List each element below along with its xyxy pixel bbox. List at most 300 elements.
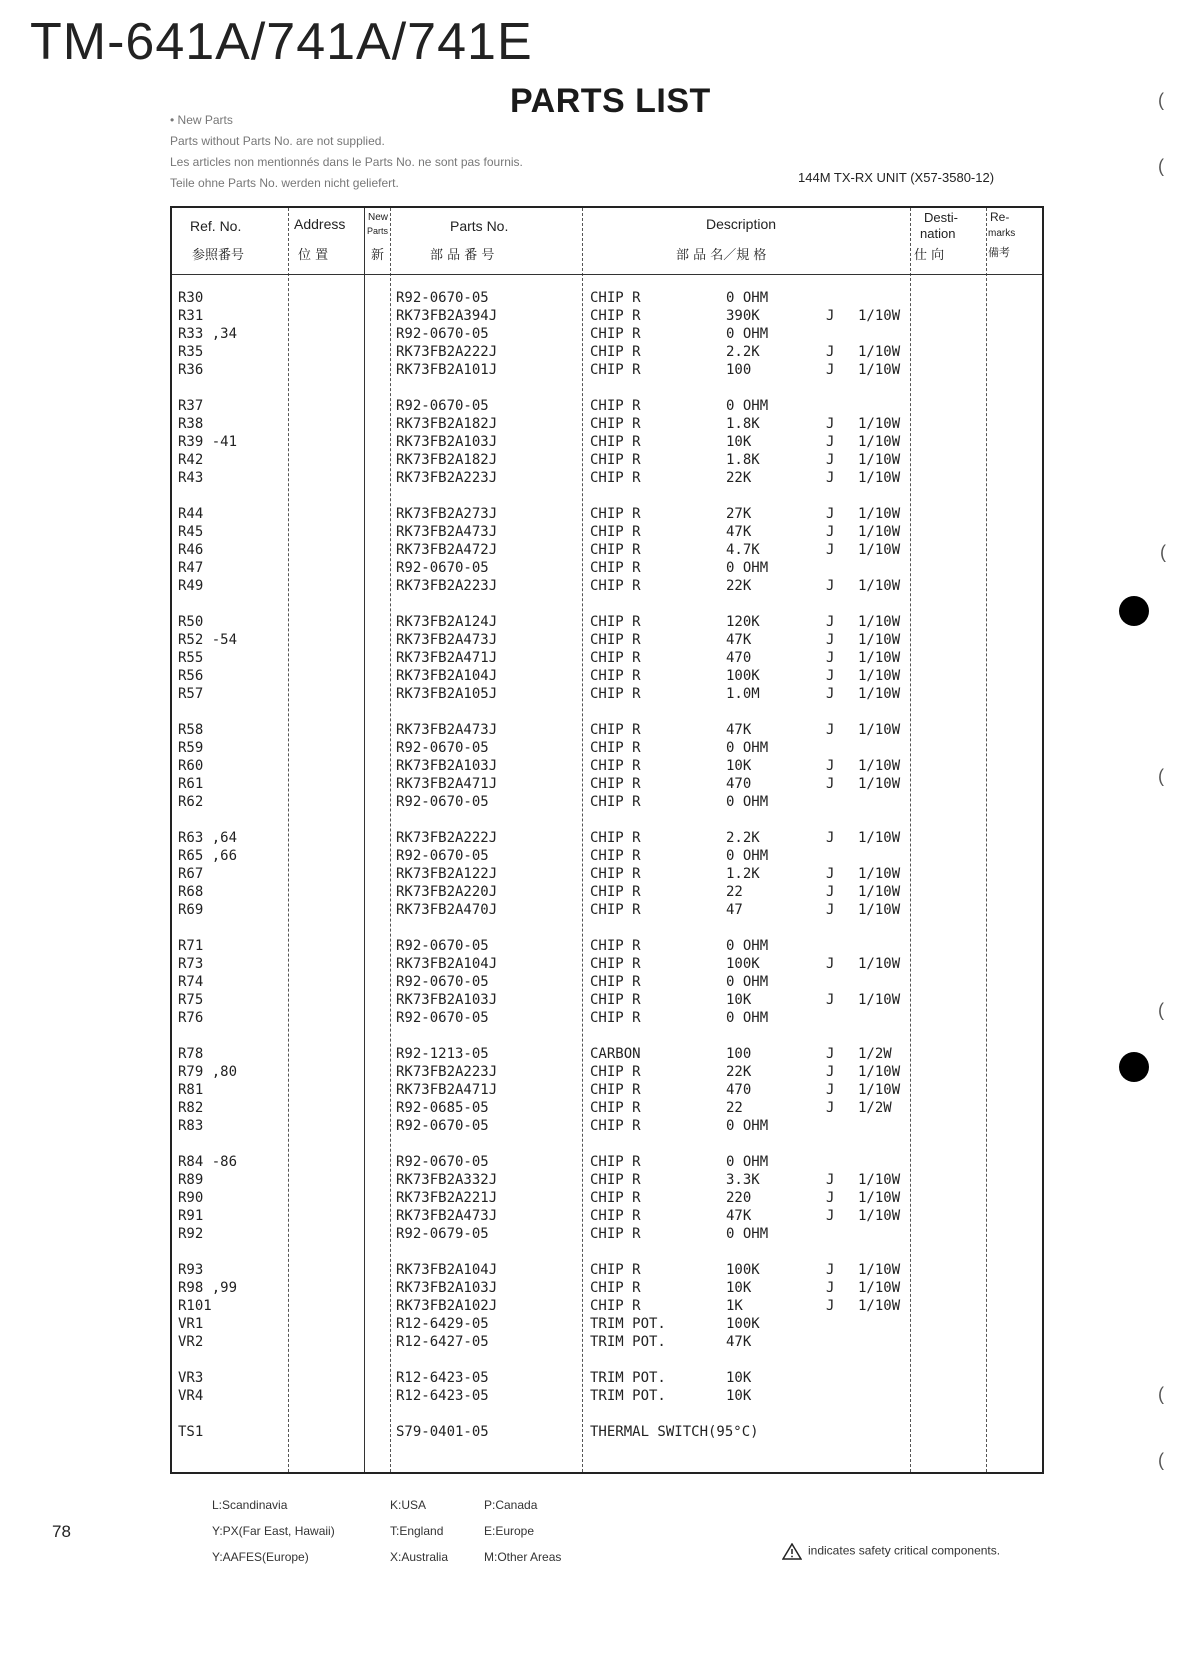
tolerance-cell: J bbox=[826, 866, 835, 882]
value-cell: 2.2K bbox=[726, 830, 760, 846]
rating-cell: 1/10W bbox=[858, 758, 901, 774]
value-cell: 1.0M bbox=[726, 686, 760, 702]
table-row bbox=[172, 866, 1042, 884]
description-cell: TRIM POT. bbox=[590, 1334, 666, 1350]
parts-no-cell: RK73FB2A122J bbox=[396, 866, 498, 882]
parts-no-cell: RK73FB2A182J bbox=[396, 416, 498, 432]
header-remarks-2: marks bbox=[988, 228, 1016, 239]
table-row bbox=[172, 1118, 1042, 1136]
description-cell: CHIP R bbox=[590, 614, 641, 630]
parts-no-cell: RK73FB2A473J bbox=[396, 722, 498, 738]
parts-no-cell: RK73FB2A273J bbox=[396, 506, 498, 522]
table-row bbox=[172, 632, 1042, 650]
table-row bbox=[172, 1298, 1042, 1316]
tolerance-cell: J bbox=[826, 776, 835, 792]
parts-no-cell: RK73FB2A223J bbox=[396, 1064, 498, 1080]
parts-no-cell: RK73FB2A471J bbox=[396, 776, 498, 792]
rating-cell: 1/10W bbox=[858, 686, 901, 702]
description-cell: CHIP R bbox=[590, 326, 641, 342]
value-cell: 220 bbox=[726, 1190, 752, 1206]
ref-no-cell: R75 bbox=[178, 992, 204, 1008]
ref-no-cell: R74 bbox=[178, 974, 204, 990]
parts-no-cell: R92-0679-05 bbox=[396, 1226, 489, 1242]
rating-cell: 1/10W bbox=[858, 614, 901, 630]
description-cell: CHIP R bbox=[590, 1208, 641, 1224]
header-description-jp: 部 品 名／規 格 bbox=[676, 248, 767, 263]
tolerance-cell: J bbox=[826, 308, 835, 324]
table-row bbox=[172, 1190, 1042, 1208]
ref-no-cell: R91 bbox=[178, 1208, 204, 1224]
tolerance-cell: J bbox=[826, 902, 835, 918]
parts-no-cell: R92-1213-05 bbox=[396, 1046, 489, 1062]
table-row bbox=[172, 470, 1042, 488]
table-row bbox=[172, 758, 1042, 776]
note-line: Teile ohne Parts No. werden nicht geliefert. bbox=[170, 176, 399, 190]
table-row bbox=[172, 776, 1042, 794]
destination-legend-col1 bbox=[212, 1492, 335, 1570]
tolerance-cell: J bbox=[826, 1190, 835, 1206]
parts-no-cell: R12-6429-05 bbox=[396, 1316, 489, 1332]
ref-no-cell: R92 bbox=[178, 1226, 204, 1242]
row-group bbox=[172, 506, 1042, 596]
margin-mark: ( bbox=[1158, 156, 1164, 176]
parts-no-cell: RK73FB2A220J bbox=[396, 884, 498, 900]
ref-no-cell: TS1 bbox=[178, 1424, 204, 1440]
ref-no-cell: R58 bbox=[178, 722, 204, 738]
description-cell: CHIP R bbox=[590, 830, 641, 846]
description-cell: CHIP R bbox=[590, 362, 641, 378]
table-row bbox=[172, 1046, 1042, 1064]
destination-legend-col3 bbox=[484, 1492, 561, 1570]
ref-no-cell: R59 bbox=[178, 740, 204, 756]
description-cell: CHIP R bbox=[590, 650, 641, 666]
ref-no-cell: R83 bbox=[178, 1118, 204, 1134]
notes bbox=[170, 110, 523, 194]
parts-no-cell: R12-6423-05 bbox=[396, 1370, 489, 1386]
ref-no-cell: R42 bbox=[178, 452, 204, 468]
description-cell: CHIP R bbox=[590, 794, 641, 810]
value-cell: 470 bbox=[726, 1082, 752, 1098]
page-number: 78 bbox=[52, 1522, 71, 1541]
parts-no-cell: RK73FB2A471J bbox=[396, 1082, 498, 1098]
row-group bbox=[172, 1424, 1042, 1442]
legend-item: M:Other Areas bbox=[484, 1550, 562, 1564]
parts-table bbox=[170, 206, 1044, 1474]
description-cell: CHIP R bbox=[590, 1064, 641, 1080]
margin-mark: ( bbox=[1158, 90, 1164, 110]
tolerance-cell: J bbox=[826, 1082, 835, 1098]
rating-cell: 1/10W bbox=[858, 884, 901, 900]
description-cell: CHIP R bbox=[590, 632, 641, 648]
description-cell: CHIP R bbox=[590, 758, 641, 774]
ref-no-cell: R84 -86 bbox=[178, 1154, 238, 1170]
legend-item: P:Canada bbox=[484, 1498, 538, 1512]
parts-no-cell: RK73FB2A105J bbox=[396, 686, 498, 702]
value-cell: 0 OHM bbox=[726, 848, 769, 864]
table-row bbox=[172, 722, 1042, 740]
table-row bbox=[172, 794, 1042, 812]
parts-no-cell: R92-0670-05 bbox=[396, 326, 489, 342]
table-row bbox=[172, 1154, 1042, 1172]
parts-no-cell: RK73FB2A473J bbox=[396, 524, 498, 540]
tolerance-cell: J bbox=[826, 650, 835, 666]
ref-no-cell: VR2 bbox=[178, 1334, 204, 1350]
warning-triangle-icon bbox=[782, 1543, 802, 1560]
value-cell: 100K bbox=[726, 1262, 760, 1278]
unit-label: 144M TX-RX UNIT (X57-3580-12) bbox=[798, 170, 995, 185]
rating-cell: 1/10W bbox=[858, 902, 901, 918]
value-cell: 10K bbox=[726, 1370, 752, 1386]
value-cell: 120K bbox=[726, 614, 760, 630]
ref-no-cell: R73 bbox=[178, 956, 204, 972]
table-row bbox=[172, 1334, 1042, 1352]
ref-no-cell: R82 bbox=[178, 1100, 204, 1116]
description-cell: CHIP R bbox=[590, 686, 641, 702]
description-cell: CHIP R bbox=[590, 452, 641, 468]
parts-no-cell: R92-0685-05 bbox=[396, 1100, 489, 1116]
tolerance-cell: J bbox=[826, 830, 835, 846]
ref-no-cell: R49 bbox=[178, 578, 204, 594]
description-cell: CHIP R bbox=[590, 344, 641, 360]
tolerance-cell: J bbox=[826, 758, 835, 774]
row-group bbox=[172, 398, 1042, 488]
header-ref: Ref. No. bbox=[190, 218, 242, 234]
rating-cell: 1/10W bbox=[858, 650, 901, 666]
table-row bbox=[172, 1370, 1042, 1388]
header-new-parts: Parts bbox=[367, 226, 389, 236]
value-cell: 22 bbox=[726, 1100, 743, 1116]
ref-no-cell: R68 bbox=[178, 884, 204, 900]
ref-no-cell: R50 bbox=[178, 614, 204, 630]
description-cell: CHIP R bbox=[590, 1262, 641, 1278]
parts-no-cell: R92-0670-05 bbox=[396, 974, 489, 990]
rating-cell: 1/10W bbox=[858, 1208, 901, 1224]
ref-no-cell: R52 -54 bbox=[178, 632, 238, 648]
table-row bbox=[172, 416, 1042, 434]
table-row bbox=[172, 452, 1042, 470]
value-cell: 0 OHM bbox=[726, 398, 769, 414]
parts-no-cell: RK73FB2A223J bbox=[396, 578, 498, 594]
rating-cell: 1/10W bbox=[858, 578, 901, 594]
description-cell: CHIP R bbox=[590, 776, 641, 792]
ref-no-cell: R47 bbox=[178, 560, 204, 576]
parts-no-cell: S79-0401-05 bbox=[396, 1424, 489, 1440]
header-address-jp: 位 置 bbox=[298, 248, 329, 263]
header-remarks: Re- bbox=[990, 210, 1010, 224]
table-row bbox=[172, 398, 1042, 416]
ref-no-cell: R35 bbox=[178, 344, 204, 360]
ref-no-cell: R30 bbox=[178, 290, 204, 306]
header-new-jp: 新 bbox=[371, 248, 385, 263]
ref-no-cell: R78 bbox=[178, 1046, 204, 1062]
ref-no-cell: R31 bbox=[178, 308, 204, 324]
table-row bbox=[172, 344, 1042, 362]
table-row bbox=[172, 578, 1042, 596]
rating-cell: 1/10W bbox=[858, 1262, 901, 1278]
value-cell: 47K bbox=[726, 722, 752, 738]
parts-no-cell: R92-0670-05 bbox=[396, 290, 489, 306]
table-row bbox=[172, 650, 1042, 668]
ref-no-cell: R43 bbox=[178, 470, 204, 486]
description-cell: CHIP R bbox=[590, 722, 641, 738]
parts-no-cell: RK73FB2A471J bbox=[396, 650, 498, 666]
rating-cell: 1/10W bbox=[858, 866, 901, 882]
ref-no-cell: R44 bbox=[178, 506, 204, 522]
tolerance-cell: J bbox=[826, 1064, 835, 1080]
ref-no-cell: R81 bbox=[178, 1082, 204, 1098]
parts-no-cell: R92-0670-05 bbox=[396, 1010, 489, 1026]
table-row bbox=[172, 434, 1042, 452]
parts-no-cell: RK73FB2A102J bbox=[396, 1298, 498, 1314]
value-cell: 27K bbox=[726, 506, 752, 522]
parts-no-cell: R92-0670-05 bbox=[396, 1154, 489, 1170]
table-row bbox=[172, 290, 1042, 308]
value-cell: 0 OHM bbox=[726, 938, 769, 954]
value-cell: 100K bbox=[726, 1316, 760, 1332]
parts-no-cell: RK73FB2A332J bbox=[396, 1172, 498, 1188]
ref-no-cell: R56 bbox=[178, 668, 204, 684]
ref-no-cell: R62 bbox=[178, 794, 204, 810]
rating-cell: 1/10W bbox=[858, 1280, 901, 1296]
table-row bbox=[172, 362, 1042, 380]
description-cell: CHIP R bbox=[590, 434, 641, 450]
ref-no-cell: R37 bbox=[178, 398, 204, 414]
description-cell: CHIP R bbox=[590, 1226, 641, 1242]
tolerance-cell: J bbox=[826, 452, 835, 468]
rating-cell: 1/10W bbox=[858, 434, 901, 450]
ref-no-cell: R69 bbox=[178, 902, 204, 918]
header-destination-jp: 仕 向 bbox=[914, 248, 945, 263]
value-cell: 1.2K bbox=[726, 866, 760, 882]
ref-no-cell: R61 bbox=[178, 776, 204, 792]
parts-no-cell: R92-0670-05 bbox=[396, 398, 489, 414]
table-row bbox=[172, 938, 1042, 956]
parts-no-cell: RK73FB2A104J bbox=[396, 956, 498, 972]
value-cell: 47K bbox=[726, 1208, 752, 1224]
header-ref-jp: 参照番号 bbox=[192, 248, 245, 263]
legend-item: T:England bbox=[390, 1524, 444, 1538]
table-row bbox=[172, 326, 1042, 344]
description-cell: CHIP R bbox=[590, 308, 641, 324]
table-row bbox=[172, 992, 1042, 1010]
legend-item: X:Australia bbox=[390, 1550, 449, 1564]
table-row bbox=[172, 542, 1042, 560]
table-row bbox=[172, 1280, 1042, 1298]
ref-no-cell: R93 bbox=[178, 1262, 204, 1278]
value-cell: 1.8K bbox=[726, 452, 760, 468]
rating-cell: 1/10W bbox=[858, 524, 901, 540]
ref-no-cell: R63 ,64 bbox=[178, 830, 238, 846]
table-row bbox=[172, 1424, 1042, 1442]
value-cell: 3.3K bbox=[726, 1172, 760, 1188]
description-cell: CHIP R bbox=[590, 416, 641, 432]
description-cell: CHIP R bbox=[590, 1010, 641, 1026]
value-cell: 10K bbox=[726, 758, 752, 774]
header-separator bbox=[172, 274, 1042, 275]
rating-cell: 1/10W bbox=[858, 308, 901, 324]
table-body bbox=[172, 290, 1042, 1460]
rating-cell: 1/10W bbox=[858, 1190, 901, 1206]
description-cell: CHIP R bbox=[590, 992, 641, 1008]
page-title: PARTS LIST bbox=[510, 82, 711, 120]
parts-no-cell: R12-6427-05 bbox=[396, 1334, 489, 1350]
tolerance-cell: J bbox=[826, 344, 835, 360]
description-cell: CHIP R bbox=[590, 938, 641, 954]
ref-no-cell: R71 bbox=[178, 938, 204, 954]
tolerance-cell: J bbox=[826, 614, 835, 630]
tolerance-cell: J bbox=[826, 542, 835, 558]
header-address: Address bbox=[294, 216, 346, 232]
description-cell: CHIP R bbox=[590, 1280, 641, 1296]
parts-no-cell: RK73FB2A103J bbox=[396, 1280, 498, 1296]
description-cell: CHIP R bbox=[590, 542, 641, 558]
rating-cell: 1/10W bbox=[858, 1064, 901, 1080]
description-cell: CHIP R bbox=[590, 1154, 641, 1170]
ref-no-cell: R45 bbox=[178, 524, 204, 540]
tolerance-cell: J bbox=[826, 1262, 835, 1278]
header-parts-no: Parts No. bbox=[450, 218, 509, 234]
description-cell: CHIP R bbox=[590, 560, 641, 576]
margin-mark: ( bbox=[1160, 542, 1166, 562]
parts-no-cell: R92-0670-05 bbox=[396, 560, 489, 576]
row-group bbox=[172, 1262, 1042, 1352]
description-cell: CHIP R bbox=[590, 848, 641, 864]
tolerance-cell: J bbox=[826, 416, 835, 432]
ref-no-cell: R60 bbox=[178, 758, 204, 774]
parts-no-cell: RK73FB2A223J bbox=[396, 470, 498, 486]
rating-cell: 1/10W bbox=[858, 1298, 901, 1314]
rating-cell: 1/10W bbox=[858, 362, 901, 378]
tolerance-cell: J bbox=[826, 470, 835, 486]
row-group bbox=[172, 722, 1042, 812]
rating-cell: 1/10W bbox=[858, 452, 901, 468]
punch-hole bbox=[1119, 1052, 1149, 1082]
margin-mark: ( bbox=[1158, 1000, 1164, 1020]
ref-no-cell: VR1 bbox=[178, 1316, 204, 1332]
table-row bbox=[172, 524, 1042, 542]
parts-no-cell: RK73FB2A104J bbox=[396, 1262, 498, 1278]
header-new: New bbox=[368, 212, 389, 223]
parts-no-cell: RK73FB2A222J bbox=[396, 344, 498, 360]
value-cell: 0 OHM bbox=[726, 740, 769, 756]
legend-item: K:USA bbox=[390, 1498, 427, 1512]
ref-no-cell: R76 bbox=[178, 1010, 204, 1026]
table-row bbox=[172, 1208, 1042, 1226]
value-cell: 22K bbox=[726, 1064, 752, 1080]
ref-no-cell: VR3 bbox=[178, 1370, 204, 1386]
tolerance-cell: J bbox=[826, 632, 835, 648]
header-destination-2: nation bbox=[920, 226, 956, 241]
description-cell: CHIP R bbox=[590, 524, 641, 540]
legend-item: Y:AAFES(Europe) bbox=[212, 1550, 309, 1564]
table-row bbox=[172, 830, 1042, 848]
value-cell: 390K bbox=[726, 308, 760, 324]
value-cell: 1.8K bbox=[726, 416, 760, 432]
row-group bbox=[172, 938, 1042, 1028]
value-cell: 0 OHM bbox=[726, 290, 769, 306]
parts-no-cell: R92-0670-05 bbox=[396, 740, 489, 756]
description-cell: TRIM POT. bbox=[590, 1316, 666, 1332]
value-cell: 1K bbox=[726, 1298, 743, 1314]
rating-cell: 1/10W bbox=[858, 632, 901, 648]
margin-mark: ( bbox=[1158, 766, 1164, 786]
table-row bbox=[172, 614, 1042, 632]
row-group bbox=[172, 830, 1042, 920]
ref-no-cell: R38 bbox=[178, 416, 204, 432]
tolerance-cell: J bbox=[826, 956, 835, 972]
tolerance-cell: J bbox=[826, 1208, 835, 1224]
parts-no-cell: RK73FB2A104J bbox=[396, 668, 498, 684]
value-cell: 22 bbox=[726, 884, 743, 900]
description-cell: TRIM POT. bbox=[590, 1370, 666, 1386]
parts-no-cell: R92-0670-05 bbox=[396, 1118, 489, 1134]
tolerance-cell: J bbox=[826, 992, 835, 1008]
value-cell: 10K bbox=[726, 992, 752, 1008]
table-row bbox=[172, 686, 1042, 704]
rating-cell: 1/10W bbox=[858, 470, 901, 486]
rating-cell: 1/10W bbox=[858, 506, 901, 522]
row-group bbox=[172, 290, 1042, 380]
description-cell: CHIP R bbox=[590, 956, 641, 972]
header-destination: Desti- bbox=[924, 210, 958, 225]
tolerance-cell: J bbox=[826, 722, 835, 738]
table-row bbox=[172, 848, 1042, 866]
safety-note-text: indicates safety critical components. bbox=[808, 1543, 1001, 1558]
description-cell: CARBON bbox=[590, 1046, 641, 1062]
value-cell: 10K bbox=[726, 434, 752, 450]
description-cell: CHIP R bbox=[590, 506, 641, 522]
note-line: Les articles non mentionnés dans le Parts No. ne sont pas fournis. bbox=[170, 155, 523, 169]
description-cell: CHIP R bbox=[590, 740, 641, 756]
ref-no-cell: R65 ,66 bbox=[178, 848, 238, 864]
table-row bbox=[172, 956, 1042, 974]
description-cell: CHIP R bbox=[590, 902, 641, 918]
margin-mark: ( bbox=[1158, 1450, 1164, 1470]
description-cell: CHIP R bbox=[590, 668, 641, 684]
parts-no-cell: RK73FB2A394J bbox=[396, 308, 498, 324]
value-cell: 100K bbox=[726, 668, 760, 684]
row-group bbox=[172, 1154, 1042, 1244]
rating-cell: 1/10W bbox=[858, 344, 901, 360]
value-cell: 0 OHM bbox=[726, 1118, 769, 1134]
value-cell: 0 OHM bbox=[726, 794, 769, 810]
value-cell: 0 OHM bbox=[726, 326, 769, 342]
description-cell: CHIP R bbox=[590, 470, 641, 486]
value-cell: 2.2K bbox=[726, 344, 760, 360]
tolerance-cell: J bbox=[826, 668, 835, 684]
tolerance-cell: J bbox=[826, 524, 835, 540]
ref-no-cell: R55 bbox=[178, 650, 204, 666]
table-row bbox=[172, 560, 1042, 578]
destination-legend-col2 bbox=[390, 1492, 448, 1570]
tolerance-cell: J bbox=[826, 1046, 835, 1062]
description-cell: CHIP R bbox=[590, 290, 641, 306]
rating-cell: 1/10W bbox=[858, 830, 901, 846]
description-cell: CHIP R bbox=[590, 578, 641, 594]
model-title: TM-641A/741A/741E bbox=[30, 13, 533, 71]
legend-item: Y:PX(Far East, Hawaii) bbox=[212, 1524, 335, 1538]
tolerance-cell: J bbox=[826, 1172, 835, 1188]
note-line: • New Parts bbox=[170, 113, 233, 127]
table-row bbox=[172, 1172, 1042, 1190]
legend-item: L:Scandinavia bbox=[212, 1498, 288, 1512]
tolerance-cell: J bbox=[826, 884, 835, 900]
value-cell: 47K bbox=[726, 524, 752, 540]
header-parts-no-jp: 部 品 番 号 bbox=[430, 248, 495, 263]
table-row bbox=[172, 1226, 1042, 1244]
ref-no-cell: R57 bbox=[178, 686, 204, 702]
parts-no-cell: RK73FB2A103J bbox=[396, 758, 498, 774]
